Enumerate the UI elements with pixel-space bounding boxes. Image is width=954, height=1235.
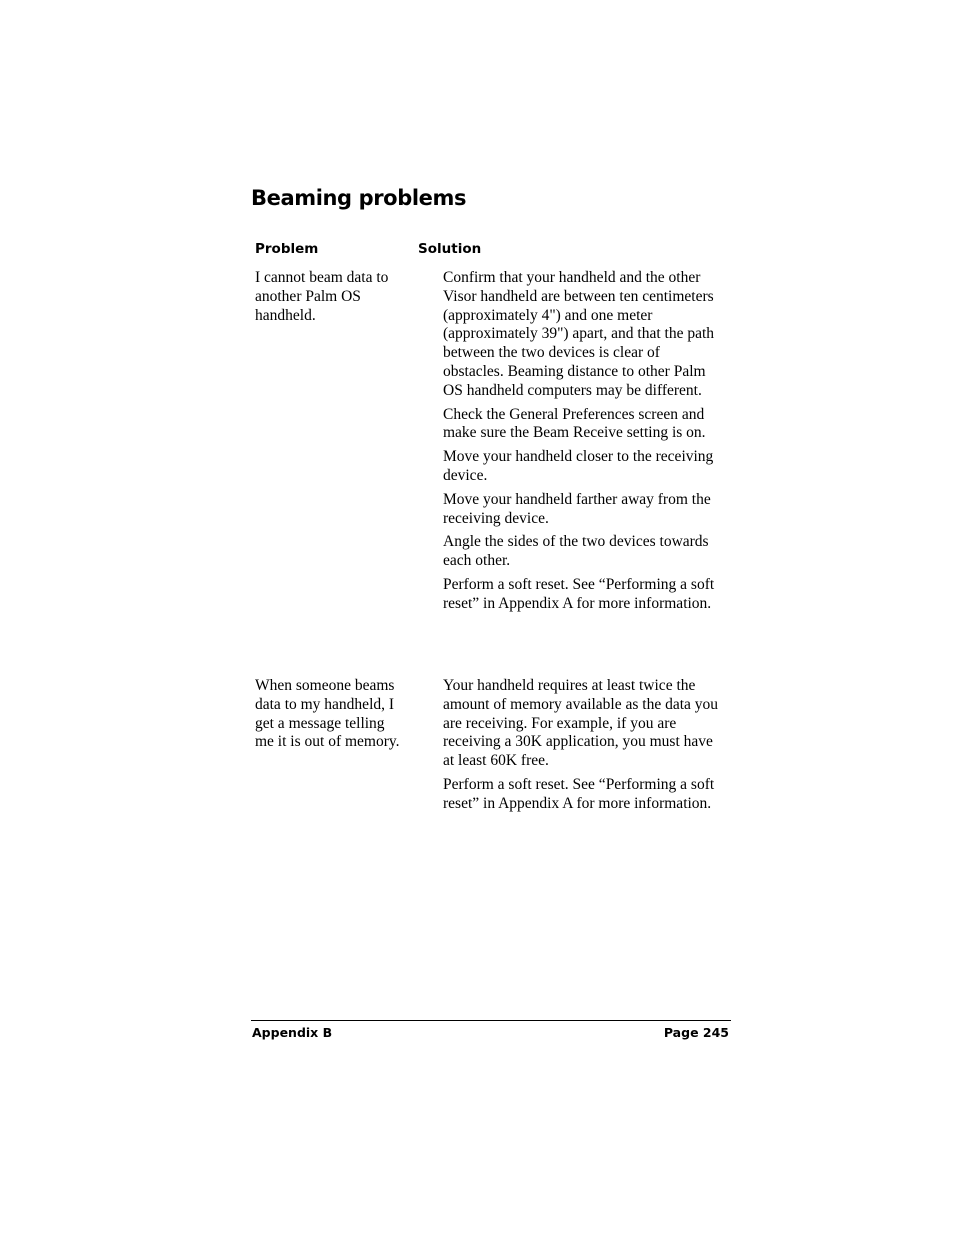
problem-cell: I cannot beam data to another Palm OS handheld. bbox=[255, 269, 389, 324]
solution-item: Check the General Preferences screen and make sure the Beam Receive setting is on. bbox=[443, 405, 706, 442]
solution-item: Move your handheld farther away from the receiving device. bbox=[443, 490, 711, 527]
problem-column-header: Problem bbox=[255, 241, 319, 257]
footer-page-number: Page 245 bbox=[663, 1025, 729, 1040]
solution-item: Angle the sides of the two devices towards each other. bbox=[443, 533, 709, 570]
footer-section-label: Appendix B bbox=[252, 1025, 333, 1040]
page-title: Beaming problems bbox=[251, 186, 467, 210]
solution-item: Confirm that your handheld and the other Visor handheld are between ten centimeters (approximately 4") and one meter (approximately 39") apart, and that the path between the two devices is clear of obstacles. Beaming distance to other Palm OS handheld computers may be different. bbox=[443, 269, 715, 399]
solution-list bbox=[443, 269, 720, 619]
solution-item: Move your handheld closer to the receiving device. bbox=[443, 448, 714, 484]
solution-item: Perform a soft reset. See “Performing a soft reset” in Appendix A for more information. bbox=[443, 775, 715, 812]
solution-item: Your handheld requires at least twice the amount of memory available as the data you are receiving. For example, if you are receiving a 30K application, you must have at least 60K free. bbox=[443, 677, 719, 770]
problem-cell: When someone beams data to my handheld, I get a message telling me it is out of memory. bbox=[255, 677, 400, 751]
solution-column-header: Solution bbox=[418, 241, 482, 257]
footer-divider bbox=[251, 1020, 731, 1021]
solution-item: Perform a soft reset. See “Performing a soft reset” in Appendix A for more information. bbox=[443, 575, 715, 612]
solution-list bbox=[443, 677, 720, 819]
